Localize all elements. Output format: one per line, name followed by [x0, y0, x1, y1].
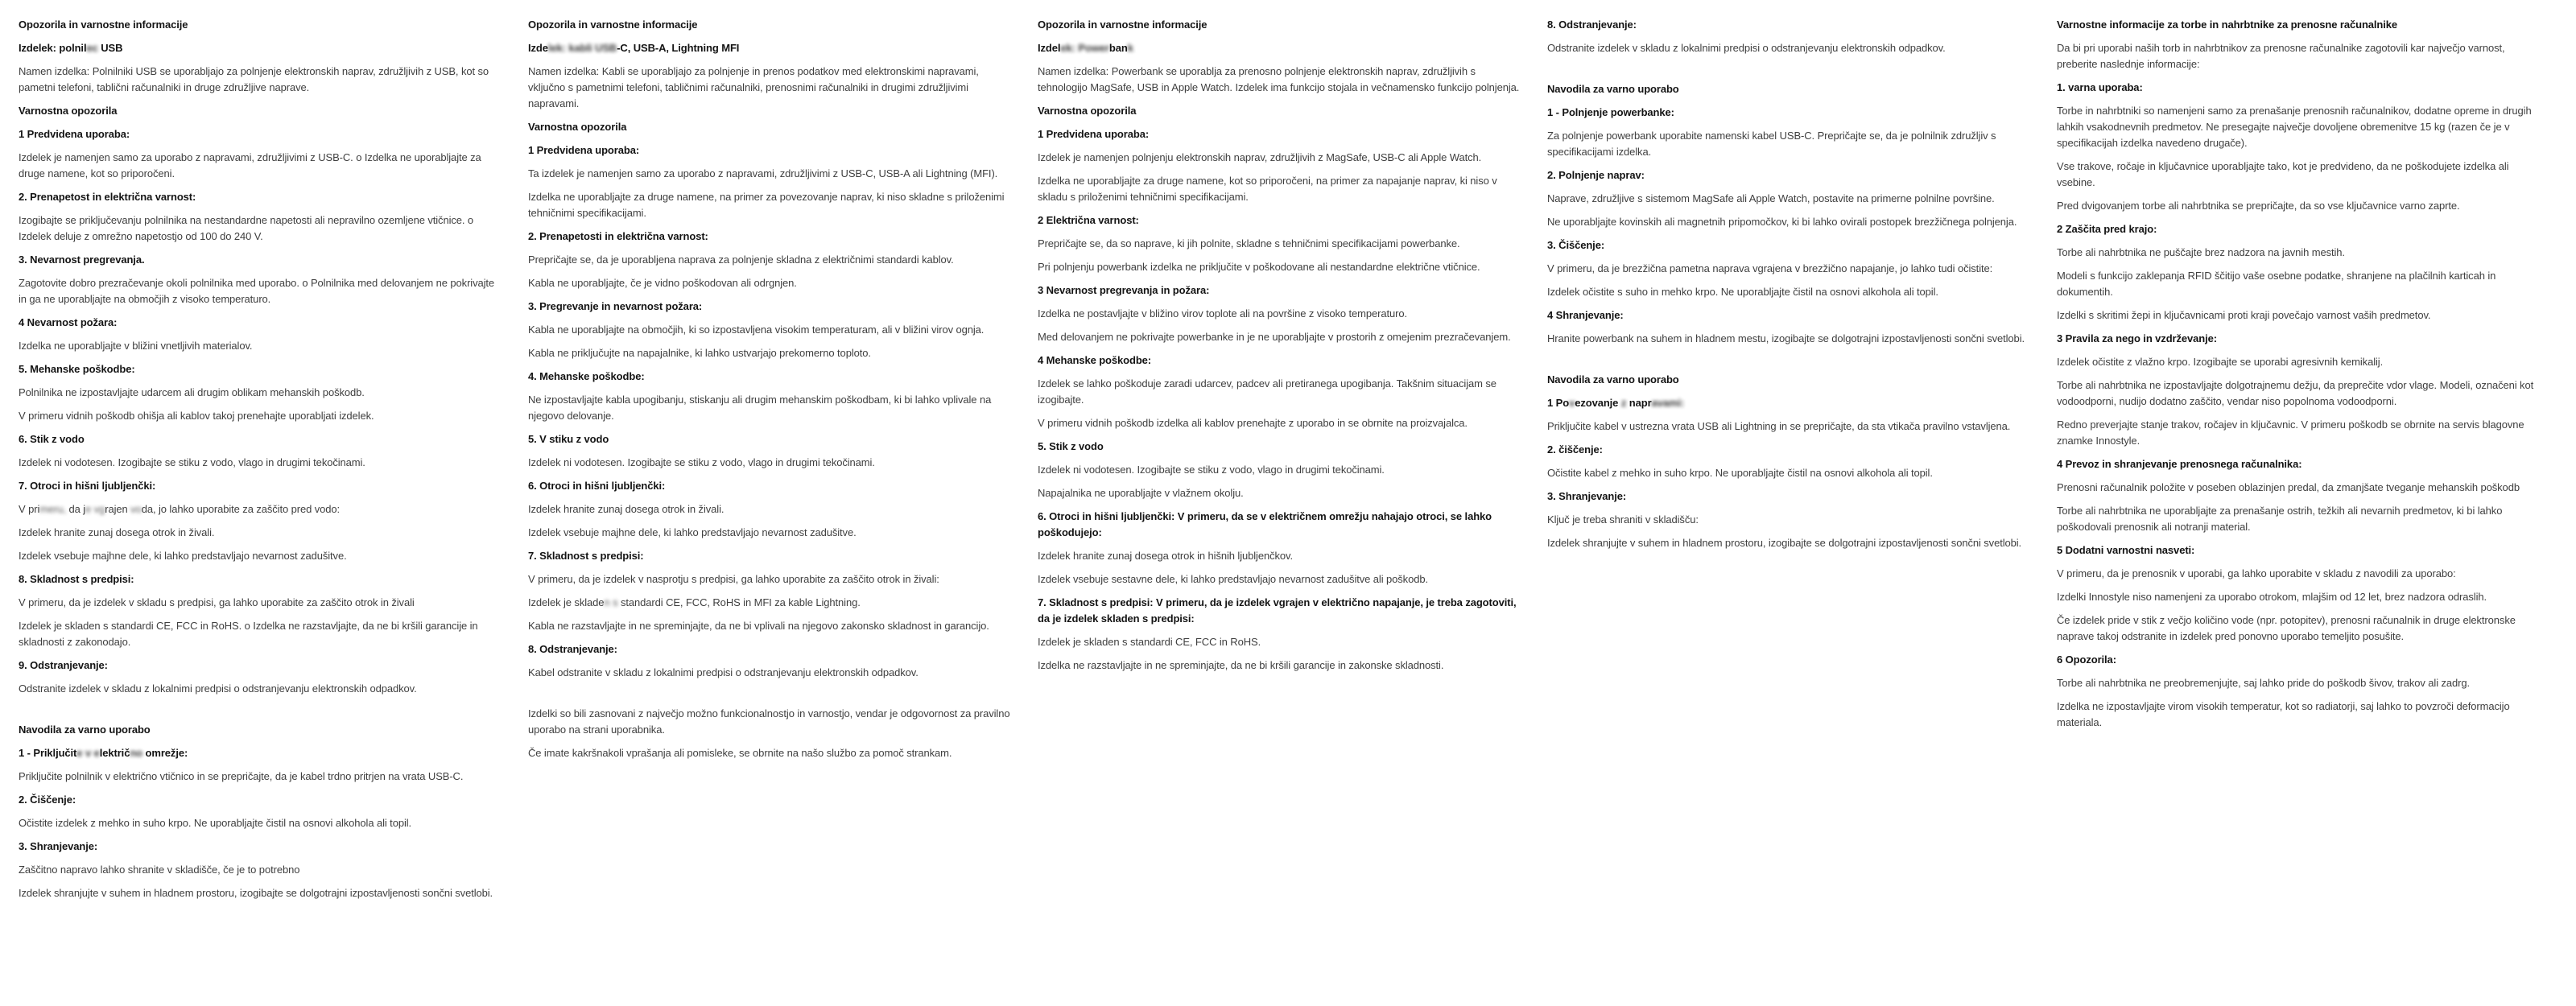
text-run: 2. Prenapetost in električna varnost: [19, 191, 196, 203]
paragraph [19, 385, 502, 401]
text-run: Namen izdelka: Polnilniki USB se uporabljajo za polnjenje elektronskih naprav, združljivih z USB, kot so pametni telefoni, tablični računalniki in druge združljive naprave. [19, 65, 489, 93]
text-run: V primeru vidnih poškodb izdelka ali kablov prenehajte z uporabo in se obrnite na proizvajalca. [1038, 417, 1468, 429]
text-run: USB [97, 42, 123, 54]
subsection-heading [19, 722, 502, 738]
text-run: Izdelki Innostyle niso namenjeni za uporabo otrokom, mlajšim od 12 let, brez nadzora odraslih. [2057, 591, 2487, 603]
text-run: 3. Čiščenje: [1547, 239, 1605, 251]
text-run: -C, USB-A, Lightning MFI [617, 42, 740, 54]
text-run: Za polnjenje powerbank uporabite namenski kabel USB-C. Prepričajte se, da je polnilnik združljiv s specifikacijami izdelka. [1547, 130, 1996, 158]
text-run: Izdelek hranite zunaj dosega otrok in živali. [19, 526, 215, 538]
paragraph [2057, 503, 2540, 535]
paragraph [2057, 354, 2540, 370]
subsection-heading [528, 142, 1011, 159]
paragraph [528, 571, 1011, 588]
subsection-heading [1547, 372, 2030, 388]
subsection-heading [19, 361, 502, 377]
text-run: 3. Pregrevanje in nevarnost požara: [528, 300, 703, 312]
subsection-heading [1038, 282, 1521, 299]
subsection-heading [2057, 542, 2540, 559]
text-run: V primeru vidnih poškodb ohišja ali kablov takoj prenehajte uporabljati izdelek. [19, 410, 374, 422]
subsection-heading [528, 299, 1011, 315]
paragraph [19, 501, 502, 517]
paragraph [528, 252, 1011, 268]
paragraph [1038, 415, 1521, 431]
text-run: Izdelek očistite s suho in mehko krpo. Ne uporabljajte čistil na osnovi alkohola ali topil. [1547, 286, 1938, 298]
subsection-heading [2057, 80, 2540, 96]
text-run: 2 Električna varnost: [1038, 214, 1139, 226]
column-powerbank-instructions [1547, 17, 2030, 559]
section-title [2057, 17, 2540, 33]
text-run: Kabla ne razstavljajte in ne spreminjajte, da ne bi vplivali na njegovo zakonsko skladnost in garancijo. [528, 620, 989, 632]
paragraph [2057, 377, 2540, 410]
text-run: V pri [19, 503, 40, 515]
paragraph [2057, 245, 2540, 261]
subsection-heading [1547, 17, 2030, 33]
text-run: Naprave, združljive s sistemom MagSafe ali Apple Watch, postavite na primerne polnilne površine. [1547, 192, 1995, 204]
text-run: 3. Nevarnost pregrevanja. [19, 254, 145, 266]
paragraph [1547, 512, 2030, 528]
paragraph [19, 769, 502, 785]
text-run: Torbe ali nahrbtnika ne preobremenjujte, saj lahko pride do poškodb šivov, trakov ali zadrg. [2057, 677, 2471, 689]
text-run: Ta izdelek je namenjen samo za uporabo z napravami, združljivimi z USB-C, USB-A ali Lightning (MFI). [528, 167, 998, 179]
text-run: Torbe ali nahrbtnika ne uporabljajte za prenašanje ostrih, težkih ali nevarnih predmetov, ki bi lahko poškodovali prenosnik ali notranji material. [2057, 505, 2503, 533]
subsection-heading [19, 658, 502, 674]
paragraph [2057, 612, 2540, 645]
subsection-heading [19, 126, 502, 142]
text-run: 2. Čiščenje: [19, 794, 76, 806]
text-run: 1. varna uporaba: [2057, 81, 2143, 93]
paragraph [19, 815, 502, 831]
paragraph [528, 322, 1011, 338]
redacted-blurred-text: lek: kabli USB [547, 42, 617, 54]
text-run: Prepričajte se, da so naprave, ki jih polnite, skladne s tehničnimi specifikacijami powerbanke. [1038, 237, 1460, 249]
subsection-heading [2057, 652, 2540, 668]
paragraph [1038, 658, 1521, 674]
text-run: Izdelka ne postavljajte v bližino virov toplote ali na površine z visoko temperaturo. [1038, 307, 1408, 320]
paragraph [528, 166, 1011, 182]
paragraph [1547, 331, 2030, 347]
paragraph [1038, 485, 1521, 501]
paragraph [19, 595, 502, 611]
text-run: Izdelka ne izpostavljajte virom visokih temperatur, kot so radiatorji, saj lahko to povzroči deformacijo materiala. [2057, 700, 2510, 728]
paragraph [1038, 376, 1521, 408]
subsection-heading [528, 369, 1011, 385]
text-run: Varnostne informacije za torbe in nahrbtnike za prenosne računalnike [2057, 19, 2398, 31]
text-run: Zagotovite dobro prezračevanje okoli polnilnika med uporabo. o Polnilnika med delovanjem ne pokrivajte in ga ne uporabljajte na območjih z visoko temperaturo. [19, 277, 495, 305]
text-run: 8. Odstranjevanje: [528, 643, 617, 655]
text-run: Prepričajte se, da je uporabljena naprava za polnjenje skladna z električnimi standardi kablov. [528, 254, 954, 266]
paragraph [528, 525, 1011, 541]
text-run: 2. Polnjenje naprav: [1547, 169, 1645, 181]
text-run: Pred dvigovanjem torbe ali nahrbtnika se prepričajte, da so vse ključavnice varno zaprte. [2057, 200, 2460, 212]
subsection-heading [2057, 221, 2540, 237]
text-run: Varnostna opozorila [528, 121, 627, 133]
paragraph [19, 212, 502, 245]
redacted-blurred-text: ec [86, 42, 98, 54]
text-run: 4 Mehanske poškodbe: [1038, 354, 1152, 366]
subsection-heading [19, 431, 502, 447]
paragraph [2057, 589, 2540, 605]
redacted-blurred-text: ek: Power [1060, 42, 1109, 54]
text-run: Če izdelek pride v stik z večjo količino vode (npr. potopitev), prenosni računalnik in druge elektronske naprave takoj odstranite in izdelek pred ponovno uporabo temeljito posušite. [2057, 614, 2516, 642]
text-run: Izdel [1038, 42, 1061, 54]
text-run: Polnilnika ne izpostavljajte udarcem ali drugim oblikam mehanskih poškodb. [19, 386, 365, 398]
text-run: 7. Otroci in hišni ljubljenčki: [19, 480, 156, 492]
subsection-heading [1038, 126, 1521, 142]
text-run: Navodila za varno uporabo [1547, 373, 1679, 385]
subsection-heading [2057, 456, 2540, 472]
paragraph [2057, 198, 2540, 214]
paragraph [1038, 329, 1521, 345]
paragraph [1038, 306, 1521, 322]
subsection-heading [19, 103, 502, 119]
text-run: Zaščitno napravo lahko shranite v skladišče, če je to potrebno [19, 864, 300, 876]
text-run: 4 Prevoz in shranjevanje prenosnega računalnika: [2057, 458, 2302, 470]
section-title [528, 17, 1011, 33]
text-run: Izdelek vsebuje majhne dele, ki lahko predstavljajo nevarnost zadušitve. [19, 550, 347, 562]
paragraph [19, 455, 502, 471]
text-run: omrežje: [142, 747, 188, 759]
text-run: V primeru, da je brezžična pametna naprava vgrajena v brezžično napajanje, jo lahko tudi očistite: [1547, 262, 1993, 274]
text-run: 5 Dodatni varnostni nasveti: [2057, 544, 2195, 556]
paragraph [19, 275, 502, 307]
text-run: Izde [528, 42, 548, 54]
column-powerbank [1038, 17, 1521, 681]
text-run: Kabla ne uporabljajte, če je vidno poškodovan ali odrgnjen. [528, 277, 797, 289]
text-run: 1 Predvidena uporaba: [528, 144, 640, 156]
subsection-heading [528, 548, 1011, 564]
text-run: Priključite polnilnik v električno vtičnico in se prepričajte, da je kabel trdno pritrjen na vrata USB-C. [19, 770, 464, 782]
subsection-heading [1547, 167, 2030, 183]
text-run: Hranite powerbank na suhem in hladnem mestu, izogibajte se dolgotrajni izpostavljenosti sončni svetlobi. [1547, 332, 2025, 344]
section-title [19, 17, 502, 33]
text-run: 5. V stiku z vodo [528, 433, 609, 445]
subsection-heading [19, 252, 502, 268]
paragraph [1038, 150, 1521, 166]
text-run: 3 Pravila za nego in vzdrževanje: [2057, 332, 2218, 344]
subsection-heading [1038, 212, 1521, 229]
text-run: Torbe in nahrbtniki so namenjeni samo za prenašanje prenosnih računalnikov, dodatne opreme in drugih lahkih vsakodnevnih predmetov. Ne presegajte največje dovoljene obremenitve 15 kg (razen če je v specifikacijah izdelka navedeno drugače). [2057, 105, 2532, 149]
text-run: rajen [105, 503, 128, 515]
redacted-blurred-text: vo [127, 503, 142, 515]
text-run: Vse trakove, ročaje in ključavnice uporabljajte tako, kot je predvideno, da ne poškodujete izdelka ali vsebine. [2057, 160, 2509, 188]
subsection-heading [1547, 81, 2030, 97]
paragraph [19, 338, 502, 354]
text-run: Namen izdelka: Powerbank se uporablja za prenosno polnjenje elektronskih naprav, združljivih s tehnologijo MagSafe, USB in Apple Watch. Izdelek ima funkcijo stojala in večnamensko funkcijo polnjenja. [1038, 65, 1520, 93]
text-run: Izdelki so bili zasnovani z največjo možno funkcionalnostjo in varnostjo, vendar je odgovornost za pravilno uporabo na strani uporabnika. [528, 707, 1010, 736]
text-run: 7. Skladnost s predpisi: V primeru, da je izdelek vgrajen v električno napajanje, je treba zagotoviti, da je izdelek skladen s predpisi: [1038, 596, 1517, 625]
text-run: 4 Shranjevanje: [1547, 309, 1624, 321]
paragraph [1038, 548, 1521, 564]
text-run: Izdelek hranite zunaj dosega otrok in živali. [528, 503, 724, 515]
paragraph [2057, 159, 2540, 191]
text-run: Izdelek ni vodotesen. Izogibajte se stiku z vodo, vlago in drugimi tekočinami. [1038, 464, 1385, 476]
text-run: Izdelek vsebuje sestavne dele, ki lahko predstavljajo nevarnost zadušitve ali poškodb. [1038, 573, 1428, 585]
text-run: Izdelka ne uporabljajte za druge namene, na primer za povezovanje naprav, ki niso skladne s priloženimi tehničnimi specifikacijami. [528, 191, 1005, 219]
paragraph [19, 618, 502, 650]
section-spacer [1547, 64, 2030, 81]
paragraph [2057, 566, 2540, 582]
text-run: Namen izdelka: Kabli se uporabljajo za polnjenje in prenos podatkov med elektronskimi napravami, vključno s pametnimi telefoni, tabličnimi računalniki, prenosnimi računalniki in drugimi združljivimi napravami. [528, 65, 979, 109]
subsection-heading [528, 478, 1011, 494]
text-run: da j [68, 503, 86, 515]
paragraph [528, 745, 1011, 761]
text-run: Torbe ali nahrbtnika ne izpostavljajte dolgotrajnemu dežju, da preprečite vdor vlage. Modeli, označeni kot vodoodporni, nudijo dodatno zaščito, vendar niso popolnoma vodoodporni. [2057, 379, 2534, 407]
paragraph [528, 189, 1011, 221]
text-run: Izdelek je namenjen polnjenju elektronskih naprav, združljivih z MagSafe, USB-C ali Apple Watch. [1038, 151, 1482, 163]
text-run: Izdelek hranite zunaj dosega otrok in hišnih ljubljenčkov. [1038, 550, 1293, 562]
paragraph [528, 64, 1011, 112]
paragraph [2057, 307, 2540, 324]
text-run: Izdelek se lahko poškoduje zaradi udarcev, padcev ali pretiranega upogibanja. Takšnim situacijam se izogibajte. [1038, 377, 1496, 406]
subsection-heading [2057, 331, 2540, 347]
text-run: Prenosni računalnik položite v poseben oblazinjen predal, da zmanjšate tveganje mehanskih poškodb [2057, 481, 2520, 493]
text-run: 2 Zaščita pred krajo: [2057, 223, 2157, 235]
text-run: 2. Prenapetosti in električna varnost: [528, 230, 708, 242]
redacted-blurred-text: no [130, 747, 143, 759]
text-run: Izdelek: polnil [19, 42, 87, 54]
text-run: Pri polnjenju powerbank izdelka ne priključite v poškodovane ali nestandardne električne vtičnice. [1038, 261, 1480, 273]
column-usb-charger [19, 17, 502, 909]
text-run: Kabla ne priključujte na napajalnike, ki lahko ustvarjajo prekomerno toploto. [528, 347, 871, 359]
text-run: 1 Po [1547, 397, 1570, 409]
paragraph [1547, 284, 2030, 300]
redacted-blurred-text: z [1620, 397, 1627, 409]
text-run: 3. Shranjevanje: [19, 840, 98, 852]
text-run: 6. Otroci in hišni ljubljenčki: V primeru, da se v električnem omrežju nahajajo otroci, se lahko poškodujejo: [1038, 510, 1492, 538]
subsection-heading [19, 745, 502, 761]
subsection-heading [1038, 595, 1521, 627]
paragraph [2057, 103, 2540, 151]
subsection-heading [19, 839, 502, 855]
text-run: Izdelka ne uporabljajte v bližini vnetljivih materialov. [19, 340, 253, 352]
subsection-heading [19, 571, 502, 588]
text-run: Očistite izdelek z mehko in suho krpo. Ne uporabljajte čistil na osnovi alkohola ali topil. [19, 817, 412, 829]
text-run: V primeru, da je izdelek v nasprotju s predpisi, ga lahko uporabite za zaščito otrok in živali: [528, 573, 939, 585]
paragraph [2057, 480, 2540, 496]
paragraph [2057, 268, 2540, 300]
subsection-heading [528, 119, 1011, 135]
text-run: 6. Stik z vodo [19, 433, 85, 445]
text-run: Očistite kabel z mehko in suho krpo. Ne uporabljajte čistil na osnovi alkohola ali topil. [1547, 467, 1933, 479]
text-run: 9. Odstranjevanje: [19, 659, 108, 671]
text-run: Izdelek ni vodotesen. Izogibajte se stiku z vodo, vlago in drugimi tekočinami. [19, 456, 365, 468]
redacted-blurred-text: meru, [39, 503, 69, 515]
text-run: Med delovanjem ne pokrivajte powerbanke in je ne uporabljajte v prostorih z omejenim prezračevanjem. [1038, 331, 1511, 343]
subsection-heading [1547, 395, 2030, 411]
text-run: 8. Odstranjevanje: [1547, 19, 1637, 31]
text-run: V primeru, da je izdelek v skladu s predpisi, ga lahko uporabite za zaščito otrok in živali [19, 596, 415, 608]
paragraph [1038, 173, 1521, 205]
paragraph [528, 275, 1011, 291]
paragraph [19, 150, 502, 182]
section-spacer [528, 688, 1011, 706]
text-run: Izdelek shranjujte v suhem in hladnem prostoru, izogibajte se dolgotrajni izpostavljenosti sončni svetlobi. [19, 887, 493, 899]
paragraph [1038, 571, 1521, 588]
paragraph [1038, 634, 1521, 650]
paragraph [2057, 40, 2540, 72]
text-run: Izogibajte se priključevanju polnilnika na nestandardne napetosti ali nepravilno ozemljene vtičnice. o Izdelek deluje z omrežno napetostjo od 100 do 240 V. [19, 214, 474, 242]
paragraph [2057, 699, 2540, 731]
text-run: Varnostna opozorila [19, 105, 118, 117]
redacted-blurred-text: e v e [76, 747, 100, 759]
paragraph [528, 665, 1011, 681]
text-run: Kabel odstranite v skladu z lokalnimi predpisi o odstranjevanju elektronskih odpadkov. [528, 666, 919, 678]
text-run: 3 Nevarnost pregrevanja in požara: [1038, 284, 1210, 296]
paragraph [528, 345, 1011, 361]
text-run: Opozorila in varnostne informacije [528, 19, 698, 31]
paragraph [528, 392, 1011, 424]
text-run: 1 - Priključit [19, 747, 77, 759]
text-run: Izdelek je skladen s standardi CE, FCC in RoHS. o Izdelka ne razstavljajte, da ne bi kršili garancije in skladnosti z zakonodajo. [19, 620, 478, 648]
text-run: 1 Predvidena uporaba: [1038, 128, 1150, 140]
paragraph [1547, 535, 2030, 551]
text-run: Priključite kabel v ustrezna vrata USB ali Lightning in se prepričajte, da sta vtikača pravilno vstavljena. [1547, 420, 2011, 432]
text-run: 2. čiščenje: [1547, 443, 1603, 456]
paragraph [528, 501, 1011, 517]
text-run: 6 Opozorila: [2057, 653, 2116, 666]
paragraph [1547, 465, 2030, 481]
text-run: ban [1108, 42, 1128, 54]
subsection-heading [528, 431, 1011, 447]
subsection-heading [1547, 237, 2030, 254]
text-run: Izdelek je namenjen samo za uporabo z napravami, združljivimi z USB-C. o Izdelka ne uporabljajte za druge namene, kot so priporočeni. [19, 151, 481, 179]
text-run: Varnostna opozorila [1038, 105, 1137, 117]
text-run: Izdelek vsebuje majhne dele, ki lahko predstavljajo nevarnost zadušitve. [528, 526, 857, 538]
subsection-heading [1038, 103, 1521, 119]
subsection-heading [19, 315, 502, 331]
redacted-blurred-text: avami: [1651, 397, 1685, 409]
paragraph [1547, 261, 2030, 277]
subsection-heading [1547, 489, 2030, 505]
subsection-heading [19, 189, 502, 205]
text-run: Ne izpostavljajte kabla upogibanju, stiskanju ali drugim mehanskim poškodbam, ki bi lahko vplivale na njegovo delovanje. [528, 394, 992, 422]
subsection-heading [19, 792, 502, 808]
text-run: 1 - Polnjenje powerbanke: [1547, 106, 1674, 118]
text-run: napr [1626, 397, 1652, 409]
text-run: 1 Predvidena uporaba: [19, 128, 130, 140]
text-run: 3. Shranjevanje: [1547, 490, 1627, 502]
text-run: lektrič [99, 747, 130, 759]
text-run: Modeli s funkcijo zaklepanja RFID ščitijo vaše osebne podatke, shranjene na plačilnih karticah in dokumentih. [2057, 270, 2496, 298]
text-run: V primeru, da je prenosnik v uporabi, ga lahko uporabite v skladu z navodili za uporabo: [2057, 567, 2456, 579]
text-run: Opozorila in varnostne informacije [1038, 19, 1208, 31]
paragraph [2057, 417, 2540, 449]
text-run: Izdelek ni vodotesen. Izogibajte se stiku z vodo, vlago in drugimi tekočinami. [528, 456, 875, 468]
text-run: Napajalnika ne uporabljajte v vlažnem okolju. [1038, 487, 1244, 499]
paragraph [19, 525, 502, 541]
paragraph [19, 548, 502, 564]
text-run: 6. Otroci in hišni ljubljenčki: [528, 480, 666, 492]
text-run: Navodila za varno uporabo [1547, 83, 1679, 95]
text-run: Izdelek očistite z vlažno krpo. Izogibajte se uporabi agresivnih kemikalij. [2057, 356, 2384, 368]
paragraph [19, 885, 502, 901]
subsection-heading [528, 229, 1011, 245]
subsection-heading [1547, 307, 2030, 324]
paragraph [1547, 214, 2030, 230]
paragraph [1547, 40, 2030, 56]
text-run: standardi CE, FCC, RoHS in MFI za kable Lightning. [617, 596, 861, 608]
column-laptop-bags [2057, 17, 2540, 738]
text-run: 5. Mehanske poškodbe: [19, 363, 135, 375]
text-run: Izdelek je sklade [528, 596, 605, 608]
paragraph [1038, 462, 1521, 478]
text-run: Da bi pri uporabi naših torb in nahrbtnikov za prenosne računalnike zagotovili kar največjo varnost, preberite naslednje informacije: [2057, 42, 2505, 70]
text-run: ezovanje [1575, 397, 1621, 409]
text-run: Odstranite izdelek v skladu z lokalnimi predpisi o odstranjevanju elektronskih odpadkov. [1547, 42, 1946, 54]
text-run: Navodila za varno uporabo [19, 724, 151, 736]
text-run: Izdelka ne razstavljajte in ne spreminjajte, da ne bi kršili garancije in zakonske skladnosti. [1038, 659, 1444, 671]
redacted-blurred-text: k [1127, 42, 1133, 54]
paragraph [1547, 128, 2030, 160]
paragraph [1038, 236, 1521, 252]
paragraph [528, 455, 1011, 471]
text-run: da, jo lahko uporabite za zaščito pred vodo: [141, 503, 341, 515]
redacted-blurred-text: n s [604, 596, 618, 608]
text-run: Odstranite izdelek v skladu z lokalnimi predpisi o odstranjevanju elektronskih odpadkov. [19, 682, 417, 695]
subsection-heading [1038, 40, 1521, 56]
redacted-blurred-text: v [1569, 397, 1575, 409]
paragraph [528, 618, 1011, 634]
text-run: Torbe ali nahrbtnika ne puščajte brez nadzora na javnih mestih. [2057, 246, 2345, 258]
subsection-heading [1038, 353, 1521, 369]
section-title [1038, 17, 1521, 33]
paragraph [528, 595, 1011, 611]
text-run: Izdelki s skritimi žepi in ključavnicami proti kraji povečajo varnost vaših predmetov. [2057, 309, 2431, 321]
text-run: 4 Nevarnost požara: [19, 316, 118, 328]
subsection-heading [528, 641, 1011, 658]
text-run: Izdelek shranjujte v suhem in hladnem prostoru, izogibajte se dolgotrajni izpostavljenosti sončni svetlobi. [1547, 537, 2022, 549]
subsection-heading [1547, 442, 2030, 458]
text-run: Ključ je treba shraniti v skladišču: [1547, 513, 1699, 526]
column-usb-cables [528, 17, 1011, 769]
paragraph [528, 706, 1011, 738]
paragraph [19, 408, 502, 424]
paragraph [19, 862, 502, 878]
text-run: 4. Mehanske poškodbe: [528, 370, 645, 382]
subsection-heading [1038, 439, 1521, 455]
paragraph [19, 681, 502, 697]
text-run: 5. Stik z vodo [1038, 440, 1104, 452]
text-run: Opozorila in varnostne informacije [19, 19, 188, 31]
subsection-heading [1038, 509, 1521, 541]
subsection-heading [528, 40, 1011, 56]
redacted-blurred-text: e vg [85, 503, 105, 515]
text-run: Kabla ne uporabljajte na območjih, ki so izpostavljena visokim temperaturam, ali v bližini virov ognja. [528, 324, 985, 336]
text-run: Ne uporabljajte kovinskih ali magnetnih pripomočkov, ki bi lahko ovirali postopek brezžičnega polnjenja. [1547, 216, 2017, 228]
text-run: Izdelek je skladen s standardi CE, FCC in RoHS. [1038, 636, 1261, 648]
paragraph [1547, 191, 2030, 207]
paragraph [1547, 418, 2030, 435]
text-run: 8. Skladnost s predpisi: [19, 573, 134, 585]
text-run: 7. Skladnost s predpisi: [528, 550, 644, 562]
text-run: Če imate kakršnakoli vprašanja ali pomisleke, se obrnite na našo službo za pomoč strankam. [528, 747, 952, 759]
paragraph [2057, 675, 2540, 691]
paragraph [1038, 259, 1521, 275]
subsection-heading [19, 40, 502, 56]
paragraph [1038, 64, 1521, 96]
text-run: Izdelka ne uporabljajte za druge namene, kot so priporočeni, na primer za napajanje naprav, ki niso v skladu s priloženimi tehničnimi specifikacijami. [1038, 175, 1497, 203]
subsection-heading [1547, 105, 2030, 121]
section-spacer [1547, 354, 2030, 372]
text-run: Redno preverjajte stanje trakov, ročajev in ključavnic. V primeru poškodb se obrnite na servis blagovne znamke Innostyle. [2057, 418, 2524, 447]
paragraph [19, 64, 502, 96]
subsection-heading [19, 478, 502, 494]
section-spacer [19, 704, 502, 722]
